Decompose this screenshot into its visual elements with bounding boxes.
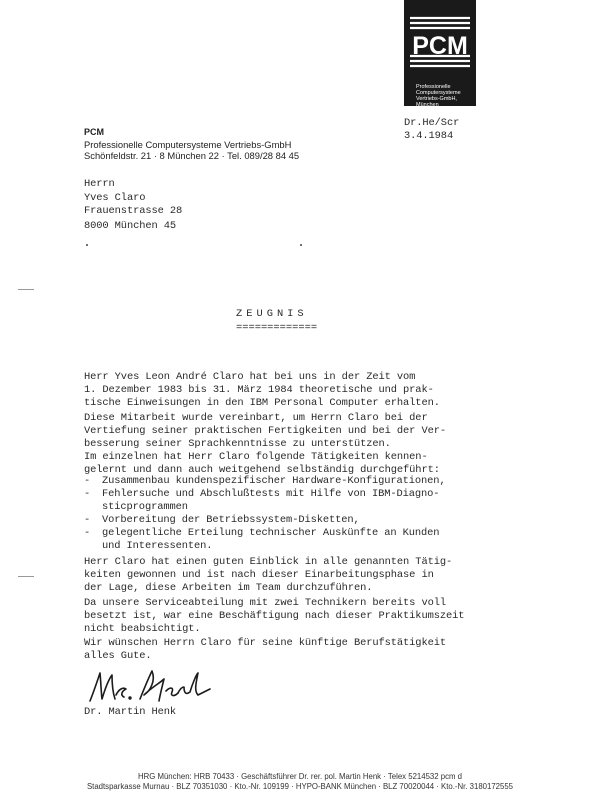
list-bullet <box>84 501 102 514</box>
paragraph-1 <box>84 371 524 410</box>
reference-block <box>404 117 459 143</box>
sender-block <box>84 127 299 162</box>
recipient-street: Frauenstrasse 28 <box>84 205 183 217</box>
window-mark-right <box>300 244 302 246</box>
list-item <box>84 540 446 553</box>
paragraph-2 <box>84 412 524 451</box>
fold-mark-bottom <box>18 576 34 577</box>
task-list <box>84 475 446 553</box>
paragraph-line: Vertiefung seiner praktischen Fertigkeiten und bei der Ver- <box>84 425 446 437</box>
list-bullet: - <box>84 488 91 500</box>
footer-line-2: Stadtsparkasse Murnau · BLZ 70351030 · Kto.-Nr. 109199 · HYPO-BANK München · BLZ 70020044 · Kto.-Nr. 3180172555 <box>86 782 514 791</box>
recipient-city: 8000 München 45 <box>84 220 177 232</box>
list-bullet: - <box>84 527 91 539</box>
paragraph-6 <box>84 637 524 663</box>
list-bullet: - <box>84 475 91 487</box>
reference-code: Dr.He/Scr <box>404 117 460 129</box>
list-item-text: Fehlersuche und Abschlußtests mit Hilfe von IBM-Diagno- <box>102 488 440 500</box>
logo-line-3: Vertriebs-GmbH, München <box>416 96 457 108</box>
list-item-text: und Interessenten. <box>102 540 213 552</box>
signer-name: Dr. Martin Henk <box>84 706 177 718</box>
recipient-block <box>84 178 182 219</box>
window-mark-left <box>86 244 88 246</box>
logo-line-2: Computersysteme <box>416 90 461 96</box>
handwritten-signature <box>86 665 216 707</box>
list-item-text: sticprogrammen <box>102 501 188 513</box>
list-item-text: Vorbereitung der Betriebssystem-Disketten, <box>102 514 360 526</box>
paragraph-line: Wir wünschen Herrn Claro für seine künftige Berufstätigkeit <box>84 637 446 649</box>
list-item <box>84 488 446 501</box>
list-item-text: gelegentliche Erteilung technischer Auskünfte an Kunden <box>102 527 440 539</box>
paragraph-line: nicht beabsichtigt. <box>84 623 201 635</box>
list-item <box>84 527 446 540</box>
reference-date: 3.4.1984 <box>404 130 454 142</box>
paragraph-line: besetzt ist, war eine Beschäftigung nach dieser Praktikumszeit <box>84 610 465 622</box>
sender-name: PCM <box>84 127 104 137</box>
paragraph-line: alles Gute. <box>84 650 152 662</box>
paragraph-line: Herr Yves Leon André Claro hat bei uns in der Zeit vom <box>84 371 416 383</box>
title-underline: ============= <box>236 322 318 334</box>
list-bullet: - <box>84 514 91 526</box>
document-title: ZEUGNIS <box>236 308 308 320</box>
list-item <box>84 514 446 527</box>
paragraph-line: Herr Claro hat einen guten Einblick in alle genannten Tätig- <box>84 556 453 568</box>
fold-mark-top <box>18 289 34 290</box>
letterhead-footer <box>0 772 600 792</box>
paragraph-line: Da unsere Serviceabteilung mit zwei Technikern bereits voll <box>84 597 446 609</box>
recipient-name: Yves Claro <box>84 191 146 204</box>
list-bullet <box>84 540 102 553</box>
list-item-text: Zusammenbau kundenspezifischer Hardware-Konfigurationen, <box>102 475 446 487</box>
paragraph-line: der Lage, diese Arbeiten im Team durchzuführen. <box>84 582 373 594</box>
paragraph-line: keiten gewonnen und ist nach dieser Einarbeitungsphase in <box>84 569 434 581</box>
paragraph-line: gelernt und dann auch weitgehend selbständig durchgeführt: <box>84 464 440 476</box>
paragraph-line: tische Einweisungen in den IBM Personal Computer erhalten. <box>84 397 440 409</box>
logo-mark-text: PCM <box>412 32 468 60</box>
paragraph-line: besserung seiner Sprachkenntnisse zu unterstützen. <box>84 438 391 450</box>
sender-company: Professionelle Computersysteme Vertriebs-GmbH <box>84 138 292 150</box>
list-item <box>84 501 446 514</box>
footer-line-1: HRG München: HRB 70433 · Geschäftsführer Dr. rer. pol. Martin Henk · Telex 5214532 pcm d <box>137 772 462 781</box>
paragraph-5 <box>84 597 524 636</box>
paragraph-line: Im einzelnen hat Herr Claro folgende Tätigkeiten kennen- <box>84 451 428 463</box>
paragraph-4 <box>84 556 524 595</box>
recipient-salutation: Herrn <box>84 178 115 190</box>
pcm-logo-mark <box>408 10 472 74</box>
sender-address: Schönfeldstr. 21 · 8 München 22 · Tel. 089/28 84 45 <box>84 150 300 161</box>
paragraph-line: 1. Dezember 1983 bis 31. März 1984 theoretische und prak- <box>84 384 434 396</box>
list-item <box>84 475 446 488</box>
paragraph-line: Diese Mitarbeit wurde vereinbart, um Herrn Claro bei der <box>84 412 428 424</box>
company-logo <box>404 0 476 106</box>
logo-line-1: Professionelle <box>416 84 451 90</box>
paragraph-3 <box>84 451 524 477</box>
